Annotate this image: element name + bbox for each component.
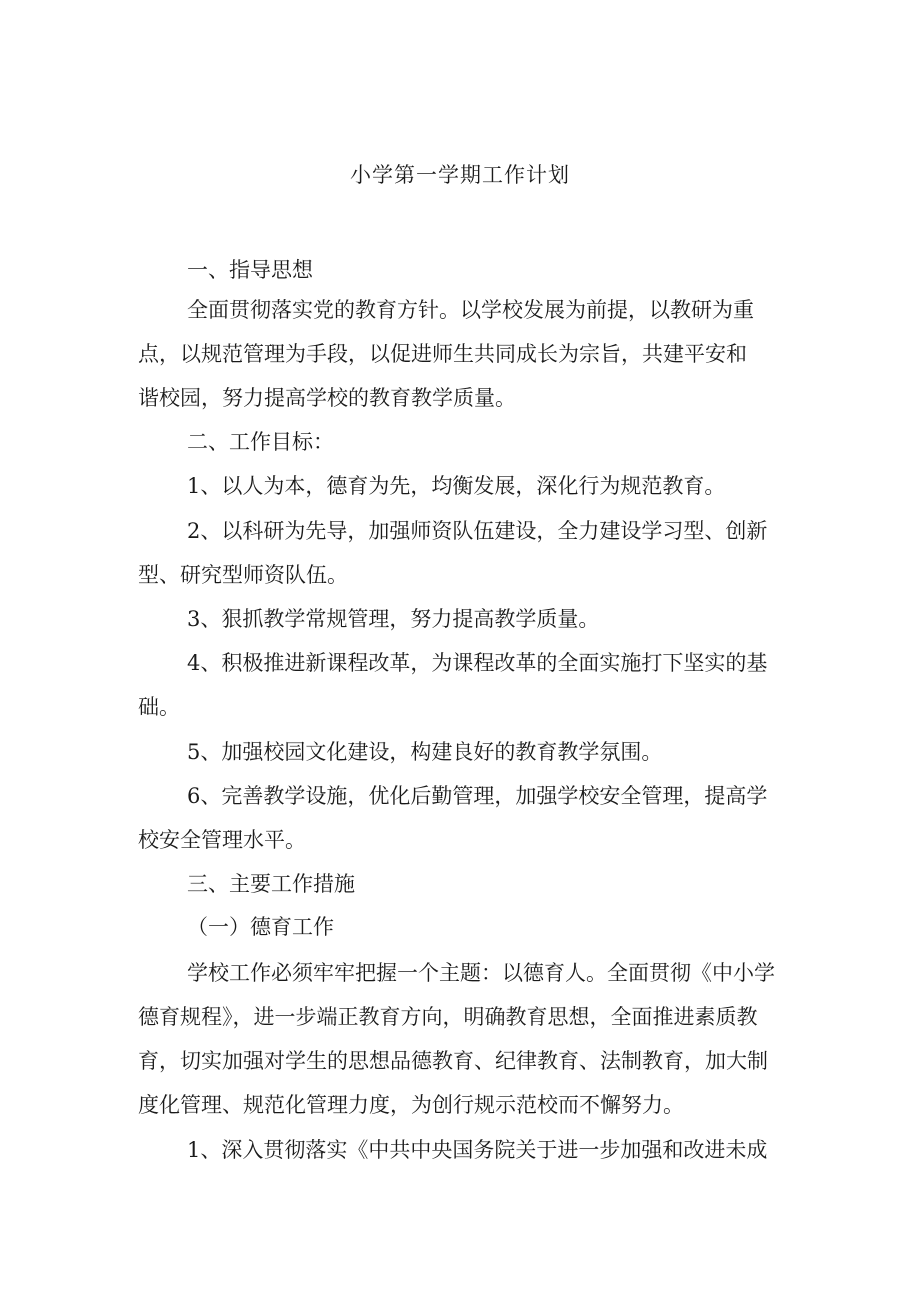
goal-item: 2、以科研为先导，加强师资队伍建设，全力建设学习型、创新 [187, 519, 768, 543]
goal-item: 4、积极推进新课程改革，为课程改革的全面实施打下坚实的基 [187, 651, 768, 675]
document-title: 小学第一学期工作计划 [350, 163, 570, 187]
goal-item-continuation: 础。 [138, 695, 180, 719]
paragraph-line: 学校工作必须牢牢把握一个主题：以德育人。全面贯彻《中小学 [187, 961, 775, 985]
paragraph-line: 全面贯彻落实党的教育方针。以学校发展为前提，以教研为重 [187, 298, 754, 322]
goal-item: 3、狠抓教学常规管理，努力提高教学质量。 [187, 607, 600, 631]
paragraph-line: 点，以规范管理为手段，以促进师生共同成长为宗旨，共建平安和 [138, 342, 747, 366]
heading-main-measures: 三、主要工作措施 [187, 872, 355, 896]
goal-item: 5、加强校园文化建设，构建良好的教育教学氛围。 [187, 740, 663, 764]
goal-item-continuation: 校安全管理水平。 [138, 828, 306, 852]
paragraph-line: 1、深入贯彻落实《中共中央国务院关于进一步加强和改进未成 [187, 1138, 768, 1162]
heading-work-goals: 二、工作目标： [187, 430, 334, 454]
goal-item: 1、以人为本，德育为先，均衡发展，深化行为规范教育。 [187, 474, 726, 498]
subheading-moral-education: （一）德育工作 [187, 915, 334, 939]
paragraph-line: 育，切实加强对学生的思想品德教育、纪律教育、法制教育，加大制 [138, 1049, 768, 1073]
paragraph-line: 度化管理、规范化管理力度，为创行规示范校而不懈努力。 [138, 1093, 684, 1117]
paragraph-line: 德育规程》，进一步端正教育方向，明确教育思想，全面推进素质教 [138, 1005, 758, 1029]
paragraph-line: 谐校园，努力提高学校的教育教学质量。 [138, 386, 516, 410]
goal-item: 6、完善教学设施，优化后勤管理，加强学校安全管理，提高学 [187, 784, 768, 808]
heading-guiding-ideology: 一、指导思想 [187, 258, 313, 282]
goal-item-continuation: 型、研究型师资队伍。 [138, 563, 348, 587]
